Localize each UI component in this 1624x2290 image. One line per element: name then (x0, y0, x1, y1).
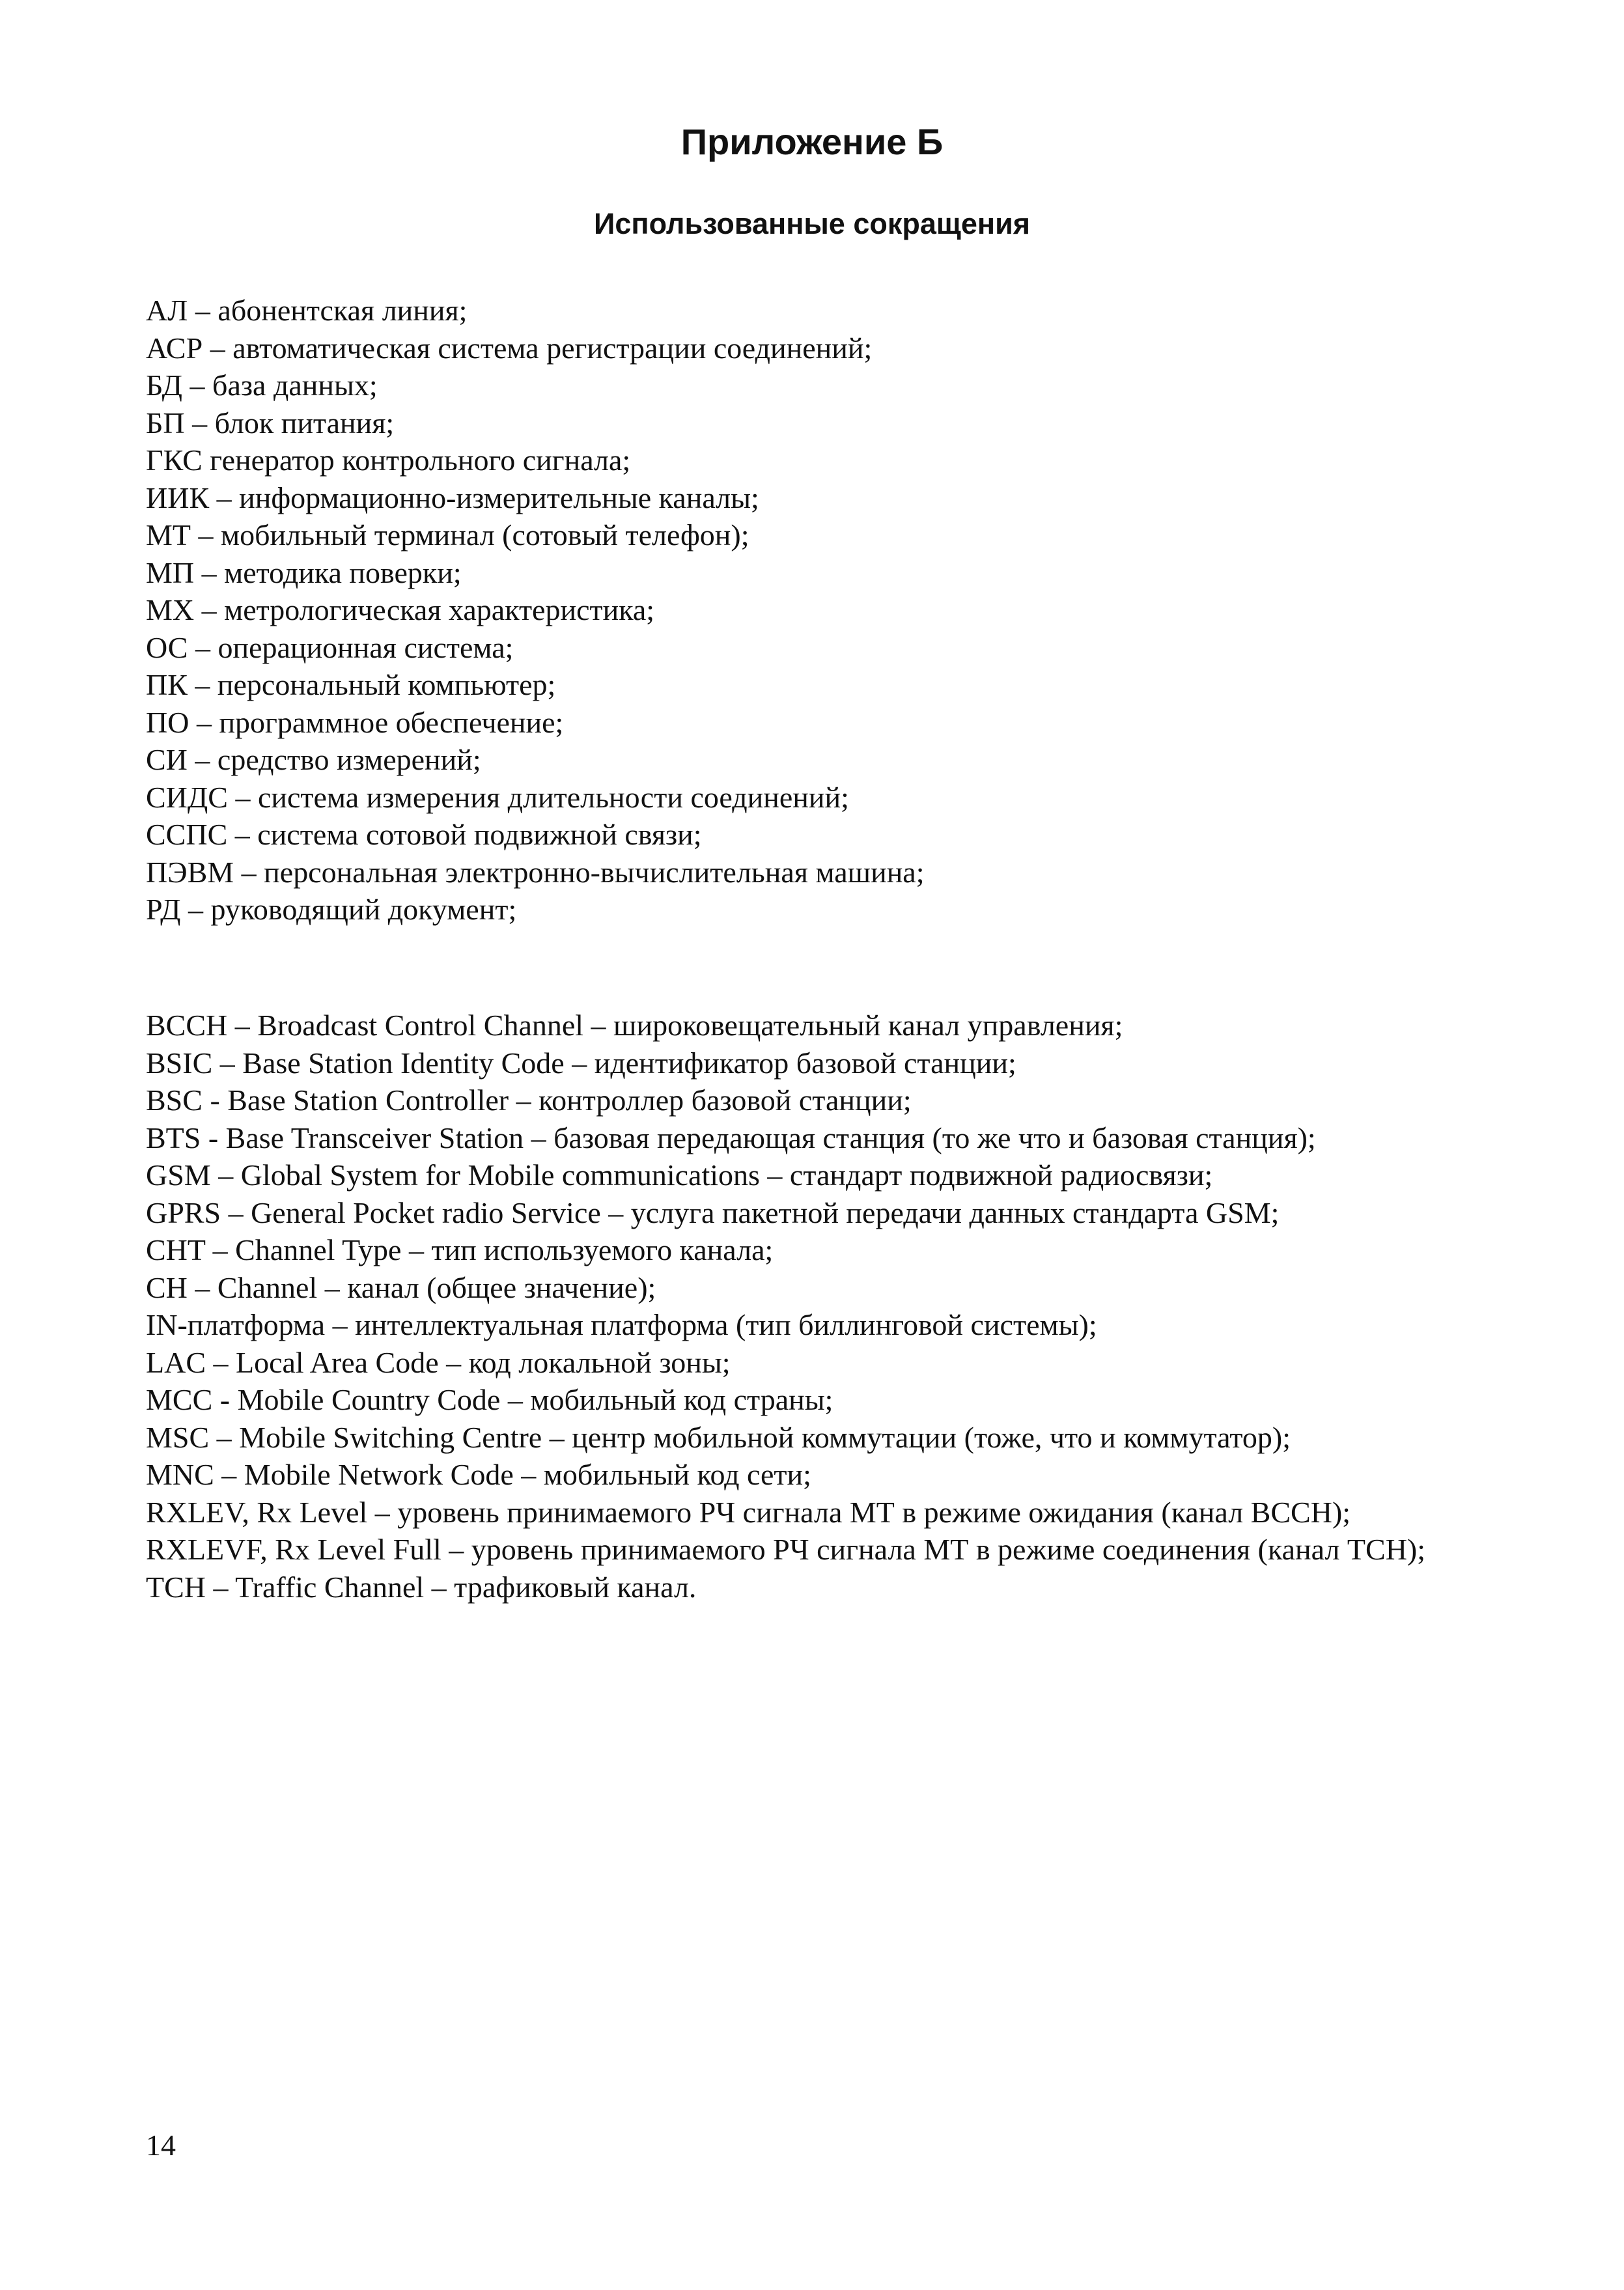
list-item: CHT – Channel Type – тип используемого канала; (146, 1233, 774, 1266)
abbreviations-list-latin (146, 1007, 1526, 1606)
list-item: ПО – программное обеспечение; (146, 705, 564, 739)
list-item: СИ – средство измерений; (146, 743, 481, 776)
list-item: ПК – персональный компьютер; (146, 668, 556, 701)
list-item: АЛ – абонентская линия; (146, 294, 468, 327)
list-item: ССПС – система сотовой подвижной связи; (146, 818, 702, 851)
list-item: CH – Channel – канал (общее значение); (146, 1270, 656, 1304)
list-item: СИДС – система измерения длительности соединений; (146, 780, 849, 814)
list-item: MNC – Mobile Network Code – мобильный код сети; (146, 1458, 811, 1491)
list-item: MSC – Mobile Switching Centre – центр мобильной коммутации (тоже, что и коммутатор); (146, 1420, 1291, 1454)
list-item: GSM – Global System for Mobile communications – стандарт подвижной радиосвязи; (146, 1158, 1213, 1192)
list-item: RXLEVF, Rx Level Full – уровень принимаемого РЧ сигнала МТ в режиме соединения (канал TCH); (146, 1533, 1426, 1566)
list-item: LAC – Local Area Code – код локальной зоны; (146, 1345, 731, 1379)
list-item: РД – руководящий документ; (146, 893, 517, 926)
list-item: БП – блок питания; (146, 406, 395, 440)
abbreviations-list-russian (146, 292, 1526, 929)
list-item: ИИК – информационно-измерительные каналы; (146, 481, 759, 514)
page-subtitle: Использованные сокращения (594, 207, 1030, 240)
list-item: МХ – метрологическая характеристика; (146, 593, 655, 626)
page-number: 14 (146, 2129, 176, 2162)
page-title: Приложение Б (680, 121, 944, 162)
list-item: БД – база данных; (146, 369, 378, 402)
list-item: MCC - Mobile Country Code – мобильный код страны; (146, 1383, 833, 1416)
list-item: BTS - Base Transceiver Station – базовая передающая станция (то же что и базовая станция); (146, 1121, 1316, 1154)
list-item: BCCH – Broadcast Control Channel – широковещательный канал управления; (146, 1009, 1123, 1042)
list-item: TCH – Traffic Channel – трафиковый канал. (146, 1570, 697, 1604)
list-item: МП – методика поверки; (146, 555, 462, 589)
list-item: ПЭВМ – персональная электронно-вычислительная машина; (146, 855, 925, 889)
list-item: ОС – операционная система; (146, 630, 514, 664)
list-item: RXLEV, Rx Level – уровень принимаемого РЧ сигнала МТ в режиме ожидания (канал BCCH); (146, 1495, 1351, 1529)
list-item: BSC - Base Station Controller – контроллер базовой станции; (146, 1083, 912, 1117)
list-item: IN-платформа – интеллектуальная платформа (тип биллинговой системы); (146, 1308, 1097, 1341)
list-item: BSIC – Base Station Identity Code – идентификатор базовой станции; (146, 1046, 1016, 1080)
list-item: GPRS – General Pocket radio Service – услуга пакетной передачи данных стандарта GSM; (146, 1195, 1280, 1229)
list-item: АСР – автоматическая система регистрации соединений; (146, 331, 873, 365)
list-item: МТ – мобильный терминал (сотовый телефон); (146, 518, 749, 552)
list-item: ГКС генератор контрольного сигнала; (146, 443, 631, 477)
